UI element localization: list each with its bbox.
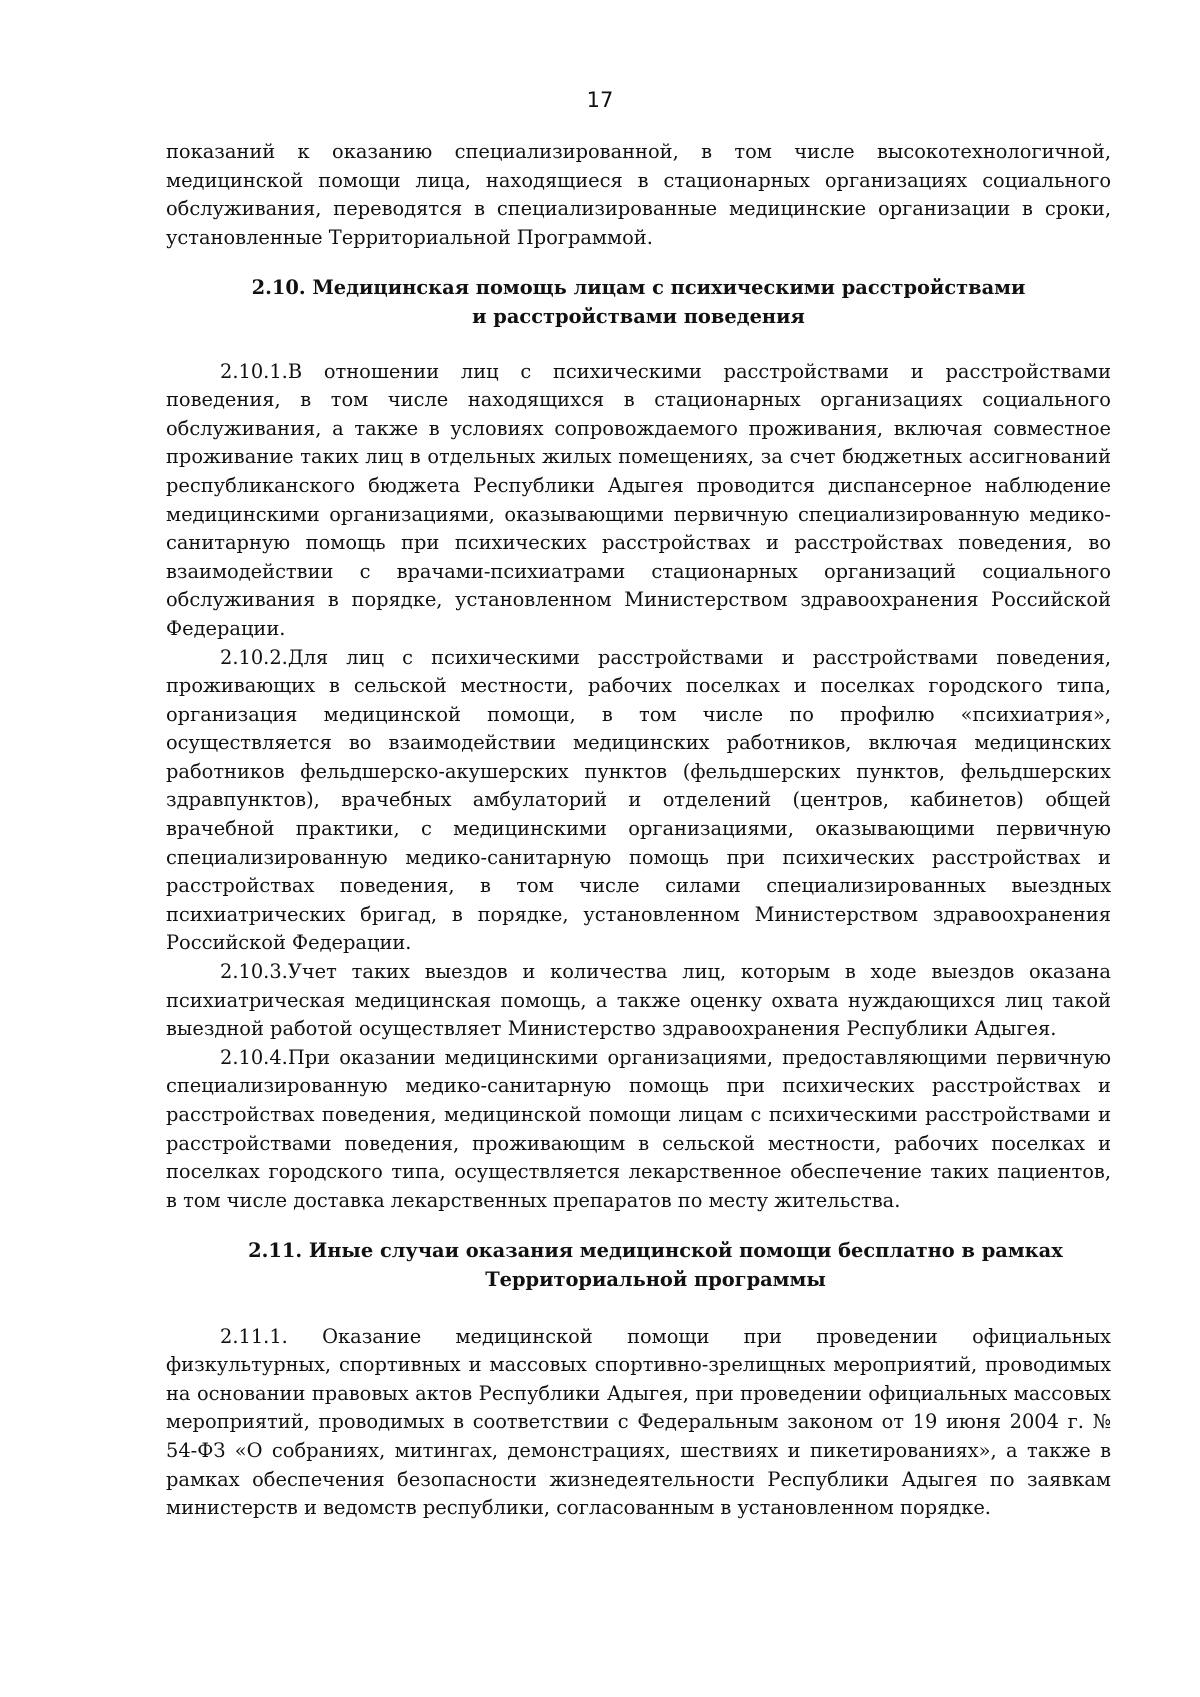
section-heading-2-11-line2: Территориальной программы [485, 1267, 826, 1291]
paragraph-2-10-1: 2.10.1.В отношении лиц с психическими расстройствами и расстройствами поведения, в том числе находящихся в стационарных организациях социального обслуживания, а также в условиях сопровождаемого проживания, включая совместное проживание таких лиц в отдельных жилых помещениях, за счет бюджетных ассигнований республиканского бюджета Республики Адыгея проводится диспансерное наблюдение медицинскими организациями, оказывающими первичную специализированную медико-санитарную помощь при психических расстройствах и расстройствах поведения, во взаимодействии с врачами-психиатрами стационарных организаций социального обслуживания в порядке, установленном Министерством здравоохранения Российской Федерации. [166, 359, 1111, 640]
document-body [166, 138, 1111, 1523]
section-heading-2-10 [166, 274, 1111, 331]
intro-paragraph: показаний к оказанию специализированной, в том числе высокотехнологичной, медицинской помощи лица, находящиеся в стационарных организациях социального обслуживания, переводятся в специализированные медицинские организации в сроки, установленные Территориальной Программой. [166, 140, 1111, 249]
paragraph-2-10-2: 2.10.2.Для лиц с психическими расстройствами и расстройствами поведения, проживающих в сельской местности, рабочих поселках и поселках городского типа, организация медицинской помощи, в том числе по профилю «психиатрия», осуществляется во взаимодействии медицинских работников, включая медицинских работников фельдшерско-акушерских пунктов (фельдшерских пунктов, фельдшерских здравпунктов), врачебных амбулаторий и отделений (центров, кабинетов) общей врачебной практики, с медицинскими организациями, оказывающими первичную специализированную медико-санитарную помощь при психических расстройствах и расстройствах поведения, в том числе силами специализированных выездных психиатрических бригад, в порядке, установленном Министерством здравоохранения Российской Федерации. [166, 645, 1111, 955]
paragraph-2-10-3: 2.10.3.Учет таких выездов и количества лиц, которым в ходе выездов оказана психиатрическая медицинская помощь, а также оценку охвата нуждающихся лиц такой выездной работой осуществляет Министерство здравоохранения Республики Адыгея. [166, 960, 1111, 1041]
paragraph-2-11-1: 2.11.1. Оказание медицинской помощи при проведении официальных физкультурных, спортивных и массовых спортивно-зрелищных мероприятий, проводимых на основании правовых актов Республики Адыгея, при проведении официальных массовых мероприятий, проводимых в соответствии с Федеральным законом от 19 июня 2004 г. № 54-ФЗ «О собраниях, митингах, демонстрациях, шествиях и пикетированиях», а также в рамках обеспечения безопасности жизнедеятельности Республики Адыгея по заявкам министерств и ведомств республики, согласованным в установленном порядке. [166, 1324, 1111, 1520]
section-heading-2-10-line1: 2.10. Медицинская помощь лицам с психическими расстройствами [251, 276, 1026, 300]
paragraph-2-10-4: 2.10.4.При оказании медицинскими организациями, предоставляющими первичную специализированную медико-санитарную помощь при психических расстройствах и расстройствах поведения, медицинской помощи лицам с психическими расстройствами и расстройствами поведения, проживающим в сельской местности, рабочих поселках и поселках городского типа, осуществляется лекарственное обеспечение таких пациентов, в том числе доставка лекарственных препаратов по месту жительства. [166, 1045, 1111, 1212]
section-heading-2-10-line2: и расстройствами поведения [472, 304, 805, 328]
section-heading-2-11 [166, 1237, 1111, 1294]
section-heading-2-11-line1: 2.11. Иные случаи оказания медицинской помощи бесплатно в рамках [248, 1239, 1063, 1263]
page-number: 17 [586, 88, 614, 112]
